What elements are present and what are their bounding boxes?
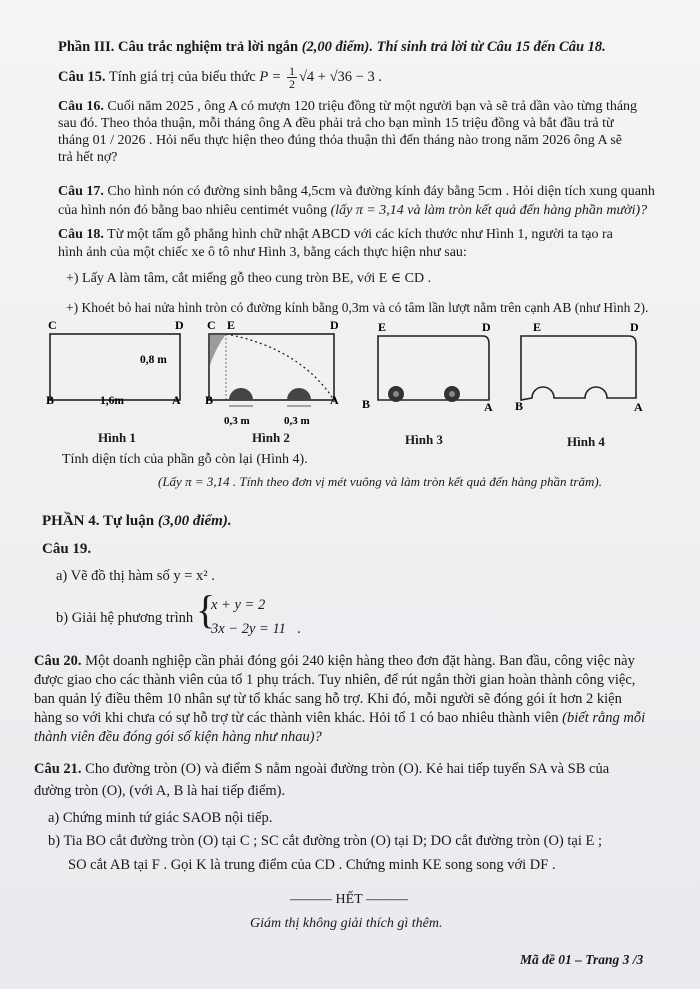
footer-note: Giám thị không giải thích gì thêm. (250, 916, 443, 931)
q19-system-brace: { (196, 587, 216, 632)
fig3-label-d: D (482, 320, 491, 334)
q17-line2: của hình nón đó bằng bao nhiêu centimét vuông (58, 203, 331, 218)
fig1-label-a: A (172, 393, 181, 407)
fig4-shape (521, 336, 636, 400)
q20-label: Câu 20. (34, 653, 82, 669)
fig2-caption: Hình 2 (252, 430, 290, 445)
question-15 (58, 65, 382, 90)
fig1-label-c: C (48, 318, 57, 332)
q17-line1: Cho hình nón có đường sinh bằng 4,5cm và đường kính đáy bằng 5cm . Hỏi diện tích xung quanh (103, 184, 655, 199)
fig4-label-b: B (515, 399, 524, 413)
part4-points: (3,00 điểm). (154, 513, 232, 529)
q16-line3: tháng 01 / 2026 . Hỏi nếu thực hiện theo đúng thỏa thuận thì đến tháng nào trong năm 2026 ông A sẽ (58, 133, 623, 148)
q19-equation-2: 3x − 2y = 11 (211, 621, 286, 637)
q18-line1: Từ một tấm gỗ phẳng hình chữ nhật ABCD với các kích thước như Hình 1, người ta tạo ra (103, 227, 613, 242)
q21-part-a: a) Chứng minh tứ giác SAOB nội tiếp. (48, 810, 273, 826)
q20-line5-note: thành viên đều đóng gói số kiện hàng như nhau)? (34, 729, 322, 745)
fig2-label-d: D (330, 318, 339, 332)
q21-line1: Cho đường tròn (O) và điểm S nằm ngoài đường tròn (O). Kẻ hai tiếp tuyến SA và SB của (81, 761, 610, 777)
question-18 (58, 226, 613, 262)
figure-1 (46, 318, 184, 407)
figure-3 (362, 320, 493, 414)
q18-line2: hình ảnh của một chiếc xe ô tô như Hình 3, bằng cách thực hiện như sau: (58, 245, 467, 260)
part3-heading (58, 38, 606, 57)
fig4-caption: Hình 4 (567, 434, 605, 449)
question-21 (34, 758, 609, 802)
q20-line1: Một doanh nghiệp cần phải đóng gói 240 kiện hàng theo đơn đặt hàng. Ban đầu, công việc này (81, 653, 635, 669)
q15-expr-prefix: P = (259, 68, 282, 85)
end-marker: ——— HẾT ——— (290, 892, 408, 907)
fig1-height-label: 0,8 m (140, 354, 167, 366)
fig2-diameter-right: 0,3 m (284, 415, 310, 427)
fig3-hub-right (449, 391, 455, 397)
q15-label: Câu 15. (58, 68, 106, 85)
fig3-hub-left (393, 391, 399, 397)
fig2-shaded-corner (209, 334, 226, 368)
figure-2 (205, 318, 339, 427)
part4-title: PHẦN 4. Tự luận (42, 513, 155, 529)
fig4-label-d: D (630, 320, 639, 334)
q17-note: (lấy π = 3,14 và làm tròn kết quả đến hàng phần mười)? (330, 203, 648, 218)
q18-step2: +) Khoét bỏ hai nửa hình tròn có đường kính bằng 0,3m và có tâm lần lượt nằm trên cạnh AB (như Hình 2). (66, 300, 649, 315)
q20-line4: hàng so với khi chưa có sự hỗ trợ từ các thành viên khác. Hỏi tổ 1 có bao nhiêu thành viên (34, 710, 563, 726)
q18-step1: +) Lấy A làm tâm, cắt miếng gỗ theo cung tròn BE, với E ∈ CD . (66, 271, 432, 286)
q19-period: . (297, 621, 301, 637)
fig1-label-d: D (175, 318, 184, 332)
q19-part-a: a) Vẽ đồ thị hàm số y = x² . (56, 568, 215, 584)
fig1-caption: Hình 1 (98, 430, 136, 445)
q21-part-b-line1: b) Tia BO cắt đường tròn (O) tại C ; SC cắt đường tròn (O) tại D; DO cắt đường tròn (O) tại E ; (48, 833, 603, 849)
fig2-label-b: B (205, 393, 214, 407)
fig2-semicircle-right (287, 388, 311, 400)
fig2-semicircle-left (229, 388, 253, 400)
q19-equation-1: x + y = 2 (211, 597, 266, 613)
q17-label: Câu 17. (58, 184, 104, 199)
fig3-label-e: E (378, 320, 387, 334)
fig2-label-c: C (207, 318, 216, 332)
q16-line1: Cuối năm 2025 , ông A có mượn 120 triệu đồng từ một người bạn và sẽ trả dần vào từng tháng (103, 99, 638, 114)
fig2-diameter-left: 0,3 m (224, 415, 250, 427)
fig1-label-b: B (46, 393, 55, 407)
q18-note: (Lấy π = 3,14 . Tính theo đơn vị mét vuông và làm tròn kết quả đến hàng phần trăm). (158, 474, 602, 489)
fig3-caption: Hình 3 (405, 432, 443, 447)
q21-line2: đường tròn (O), (với A, B là hai tiếp điểm). (34, 783, 286, 799)
q21-label: Câu 21. (34, 761, 82, 777)
q19-part-b: b) Giải hệ phương trình (56, 610, 194, 626)
fig2-label-e: E (227, 318, 236, 332)
q15-frac-den: 2 (288, 77, 295, 91)
fig1-width-label: 1,6m (100, 395, 124, 407)
q21-part-b-line2: SO cắt AB tại F . Gọi K là trung điểm của CD . Chứng minh KE song song với DF . (68, 857, 556, 873)
q15-text: Tính giá trị của biểu thức (105, 68, 260, 85)
page-code: Mã đề 01 – Trang 3 /3 (520, 952, 644, 967)
q16-label: Câu 16. (58, 99, 104, 114)
q16-line4: trả hết nợ? (58, 150, 118, 165)
q20-line3: ban quản lý điều thêm 10 nhân sự từ tổ khác sang hỗ trợ. Khi đó, mỗi người sẽ đóng gói ít hơn 2 kiện (34, 691, 622, 707)
fig3-label-a: A (484, 400, 493, 414)
fig4-label-e: E (533, 320, 542, 334)
q18-ask: Tính diện tích của phần gỗ còn lại (Hình 4). (62, 452, 308, 467)
q15-frac-num: 1 (288, 64, 295, 78)
q15-expr-rest: √4 + √36 − 3 . (298, 68, 382, 85)
fig2-label-a: A (330, 393, 339, 407)
part3-instructions: (2,00 điểm). Thí sinh trả lời từ Câu 15 đến Câu 18. (298, 39, 606, 55)
fig2-rectangle (209, 334, 334, 400)
fig3-label-b: B (362, 397, 371, 411)
q15-fraction (287, 65, 297, 90)
q20-line2: được giao cho các thành viên của tổ 1 phụ trách. Tuy nhiên, để rút ngắn thời gian hoàn thành công việc, (34, 672, 636, 688)
question-16 (58, 98, 637, 166)
part4-heading (42, 512, 232, 531)
q18-label: Câu 18. (58, 227, 104, 242)
question-20 (34, 652, 645, 747)
question-17 (58, 182, 655, 220)
q19-label: Câu 19. (42, 541, 92, 557)
figure-4 (515, 320, 643, 414)
fig4-label-a: A (634, 400, 643, 414)
fig1-rectangle (50, 334, 180, 400)
part3-title: Phần III. Câu trắc nghiệm trả lời ngắn (58, 39, 299, 55)
q16-line2: sau đó. Theo thỏa thuận, mỗi tháng ông A đều phải trả cho bạn mình 15 triệu đồng và bắt đầu trả từ (58, 116, 614, 131)
q20-line4-note: (biết rằng mỗi (562, 710, 646, 726)
